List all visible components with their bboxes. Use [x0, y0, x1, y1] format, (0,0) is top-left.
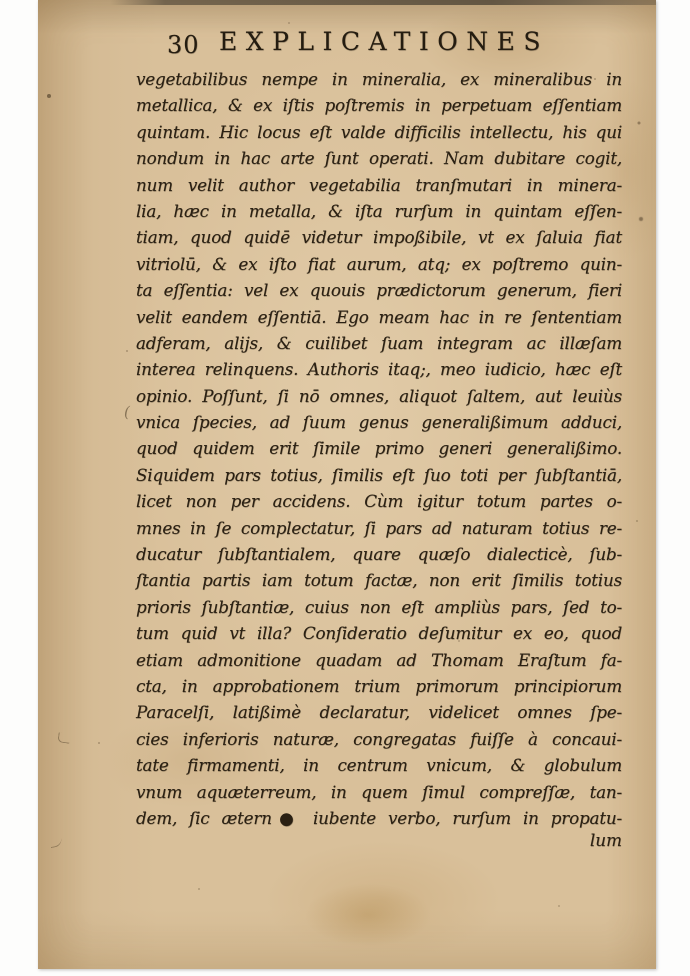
text-line: ſtantia partis iam totum factæ, non erit ſimilis totius: [136, 570, 622, 591]
text-line: ta eſſentia: vel ex quouis prædictorum generum, fieri: [136, 280, 622, 301]
text-line: nondum in hac arte ſunt operati. Nam dubitare cogit,: [136, 148, 622, 169]
page-header: [133, 27, 623, 63]
text-line: dem, ſic ætern● iubente verbo, rurſum in propatu-: [136, 807, 622, 828]
text-line: vnica ſpecies, ad ſuum genus generalißimum adduci,: [136, 412, 622, 433]
text-line: ducatur ſubſtantialem, quare quæſo dialecticè, ſub-: [136, 544, 622, 565]
text-line: quintam. Hic locus eſt valde difficilis intellectu, his qui: [136, 121, 622, 142]
text-line: interea relinquens. Authoris itaq;, meo iudicio, hæc eſt: [136, 359, 622, 380]
text-line: tum quid vt illa? Conſideratio deſumitur ex eo, quod: [136, 623, 622, 644]
running-title: EXPLICATIONES: [219, 27, 549, 56]
scan-edge-shadow: [110, 0, 656, 5]
text-line: licet non per accidens. Cùm igitur totum partes o-: [136, 491, 622, 512]
text-line: velit eandem eſſentiā. Ego meam hac in re ſententiam: [136, 306, 622, 327]
text-line: adferam, alijs, & cuilibet ſuam integram ac illæſam: [136, 332, 622, 353]
text-line: cies inferioris naturæ, congregatas fuiſſe à concaui-: [136, 728, 622, 749]
page-number: 30: [167, 31, 200, 59]
text-line: mnes in ſe complectatur, ſi pars ad naturam totius re-: [136, 517, 622, 538]
text-line: opinio. Poſſunt, ſi nō omnes, aliquot ſaltem, aut leuiùs: [136, 385, 622, 406]
margin-mark: (: [124, 403, 130, 421]
book-page: [38, 0, 656, 969]
text-line: Paracelſi, latißimè declaratur, videlicet omnes ſpe-: [136, 702, 622, 723]
text-line: tate firmamenti, in centrum vnicum, & globulum: [136, 755, 622, 776]
margin-mark: [49, 837, 63, 848]
paper-speckles: [38, 0, 40, 2]
text-line: vitriolū, & ex iſto fiat aurum, atq; ex poſtremo quin-: [136, 253, 622, 274]
text-line: num velit author vegetabilia tranſmutari in minera-: [136, 174, 622, 195]
margin-mark: [57, 732, 70, 744]
text-line: metallica, & ex iſtis poſtremis in perpetuam eſſentiam: [136, 95, 622, 116]
text-line: vnum aquæterreum, in quem ſimul compreſſæ, tan-: [136, 781, 622, 802]
text-line: lia, hæc in metalla, & iſta rurſum in quintam eſſen-: [136, 200, 622, 221]
text-line: etiam admonitione quadam ad Thomam Eraſtum fa-: [136, 649, 622, 670]
catchword: lum: [589, 830, 622, 851]
text-line: cta, in approbationem trium primorum principiorum: [136, 675, 622, 696]
text-block: [136, 66, 622, 854]
text-line: Siquidem pars totius, ſimilis eſt ſuo toti per ſubſtantiā,: [136, 464, 622, 485]
text-line: tiam, quod quidē videtur impoßibile, vt ex ſaluia fiat: [136, 227, 622, 248]
text-line: vegetabilibus nempe in mineralia, ex mineralibus in: [136, 69, 622, 89]
text-line: quod quidem erit ſimile primo generi generalißimo.: [136, 438, 622, 459]
text-line: prioris ſubſtantiæ, cuius non eſt ampliùs pars, ſed to-: [136, 596, 622, 617]
